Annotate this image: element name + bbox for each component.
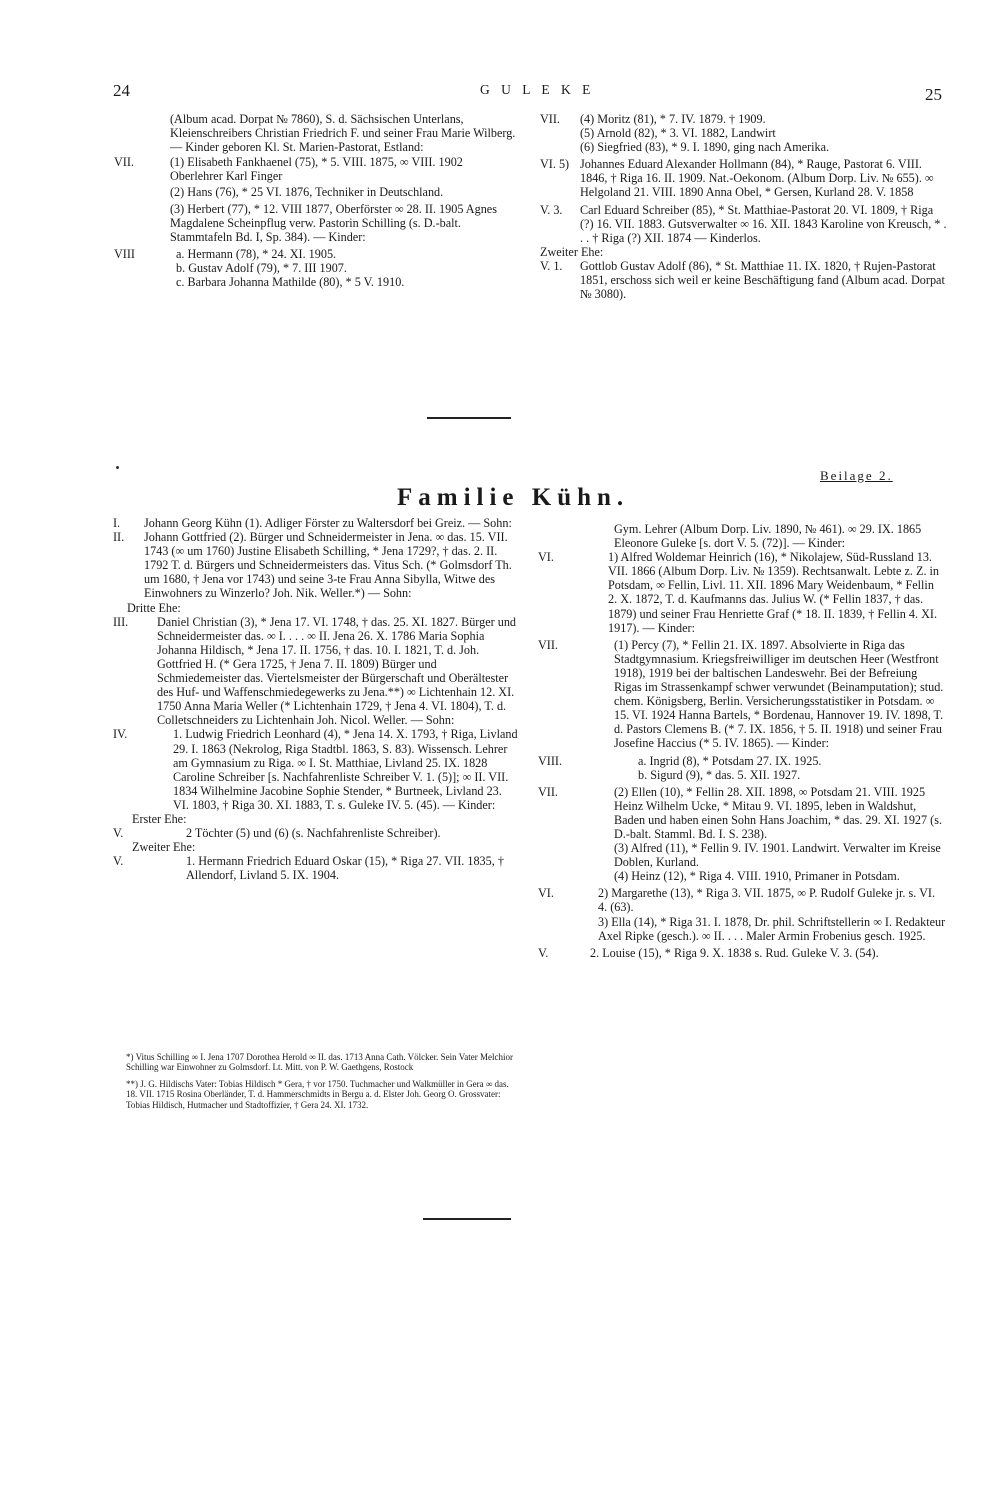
- entry-hermann-oskar: V. 1. Hermann Friedrich Eduard Oskar (15), * Riga 27. VII. 1835, † Allendorf, Livland 5. IX. 1904.: [113, 854, 504, 883]
- entry-ingrid: VIII. a. Ingrid (8), * Potsdam 27. IX. 1925.: [538, 753, 822, 768]
- entry-alfred: (3) Alfred (11), * Fellin 9. IV. 1901. Landwirt. Verwalter im Kreise Doblen, Kurland.: [614, 841, 941, 870]
- entry-sigurd: b. Sigurd (9), * das. 5. XII. 1927.: [638, 767, 801, 782]
- footnote-1: *) Vitus Schilling ∞ I. Jena 1707 Dorothea Herold ∞ II. das. 1713 Anna Cath. Völcker. Sein Vater Melchior Schilling war Einwohner zu Golmsdorf. Lt. Mitt. von P. W. Gaethgens, Rostock: [126, 1052, 513, 1073]
- label-zweiter-ehe-2: Zweiter Ehe:: [132, 840, 196, 855]
- entry-herbert: (3) Herbert (77), * 12. VIII 1877, Oberförster ∞ 28. II. 1905 Agnes Magdalene Scheinpflug verw. Pastorin Schilling (s. D.-balt. Stammtafeln Bd. I, Sp. 384). — Kinder:: [170, 201, 497, 244]
- entry-johann-gottfried: II. Johann Gottfried (2). Bürger und Schneidermeister in Jena. ∞ das. 15. VII. 1743 (∞ um 1760) Justine Elisabeth Schilling, * Jena 1729?, † das. 2. II. 1792 T. d. Bürgers und Schneidermeisters das. Vitus Sch. (* Golmsdorf Th. um 1680, † Jena vor 1743) und seine 3-te Frau Anna Sibylla, Witwe des Einwohners zu Winzerlo? Joh. Nik. Weller.*) — Sohn:: [113, 530, 512, 601]
- footnotes: [118, 1052, 516, 1110]
- page-number-right: 25: [925, 85, 942, 104]
- top-left-column: [114, 112, 518, 290]
- entry-daniel-christian: III. Daniel Christian (3), * Jena 17. VI. 1748, † das. 25. XI. 1827. Bürger und Schneidermeister das. ∞ I. . . . ∞ II. Jena 26. X. 1786 Maria Sophia Johanna Hildisch, * Jena 17. II. 1756, † das. 10. I. 1821, T. d. Joh. Gottfried H. (* Gera 1725, † Jena 7. II. 1809) Bürger und Schmiedemeister das. Viertelsmeister der Bürgerschaft und Oberältester des Huf- und Waffenschmiedegewerks zu Jena.**) ∞ Lichtenhain 12. XI. 1750 Anna Maria Weller (* Lichtenhain 1729, † Jena 4. VI. 1804), T. d. Colletschneiders zu Lichtenhain Joh. Nicol. Weller. — Sohn:: [113, 614, 517, 728]
- entry-ellen: VII. (2) Ellen (10), * Fellin 28. XII. 1898, ∞ Potsdam 21. VIII. 1925 Heinz Wilhelm Ucke, * Mitau 9. VI. 1895, leben in Waldshut, Baden und haben einen Sohn Hans Joachim, * das. 29. XI. 1927 (s. D.-balt. Stamml. Bd. I. S. 238).: [538, 784, 942, 841]
- entry-hans: (2) Hans (76), * 25 VI. 1876, Techniker in Deutschland.: [170, 185, 444, 200]
- bottom-right-column: [538, 522, 946, 960]
- beilage-label: Beilage 2.: [820, 468, 893, 483]
- entry-margarethe: VI. 2) Margarethe (13), * Riga 3. VII. 1875, ∞ P. Rudolf Guleke jr. s. VI. 4. (63).: [538, 886, 936, 915]
- entry-barbara: c. Barbara Johanna Mathilde (80), * 5 V. 1910.: [176, 275, 405, 290]
- entry-heinz: (4) Heinz (12), * Riga 4. VIII. 1910, Primaner in Potsdam.: [614, 869, 900, 884]
- running-title: G U L E K E: [480, 82, 595, 97]
- label-erster-ehe: Erster Ehe:: [132, 811, 187, 826]
- bottom-left-column: [113, 516, 518, 882]
- entry-alfred-woldemar: VI. 1) Alfred Woldemar Heinrich (16), * Nikolajew, Süd-Russland 13. VII. 1866 (Album Dorp. Liv. № 1359). Rechtsanwalt. Lebte z. Z. in Potsdam, ∞ Fellin, Livl. 11. XII. 1896 Mary Weidenbaum, * Fellin 2. X. 1872, T. d. Kaufmanns das. Julius W. (* Fellin 1837, † das. 1879) und seiner Frau Henriette Graf (* 18. II. 1839, † Fellin 4. XI. 1917). — Kinder:: [538, 550, 940, 635]
- entry-continuation-right: Gym. Lehrer (Album Dorp. Liv. 1890, № 461). ∞ 29. IX. 1865 Eleonore Guleke [s. dort V. 5. (72)]. — Kinder:: [614, 522, 922, 551]
- divider-bottom: [423, 1218, 511, 1220]
- family-title: Familie Kühn.: [397, 484, 630, 511]
- entry-gustav-adolf: b. Gustav Adolf (79), * 7. III 1907.: [176, 260, 347, 275]
- top-right-column: [540, 112, 948, 301]
- entry-toechter: V. 2 Töchter (5) und (6) (s. Nachfahrenliste Schreiber).: [113, 826, 441, 841]
- entry-percy: VII. (1) Percy (7), * Fellin 21. IX. 1897. Absolvierte in Riga das Stadtgymnasium. Kriegsfreiwilliger im deutschen Heer (Westfront 1918), 1919 bei der baltischen Landeswehr. Bei der Befreiung Rigas im Strassenkampf schwer verwundet (Beinamputation); stud. chem. Königsberg, Berlin. Versicherungsstatistiker in Potsdam. ∞ 15. VI. 1924 Hanna Bartels, * Bordenau, Hannover 19. IV. 1898, T. d. Pastors Clemens B. (* 7. IX. 1856, † 5. II. 1918) und seiner Frau Josefine Haccius (* 5. IV. 1865). — Kinder:: [538, 637, 944, 751]
- page-number-left: 24: [113, 81, 130, 100]
- entry-arnold: (5) Arnold (82), * 3. VI. 1882, Landwirt: [580, 126, 776, 141]
- entry-carl-eduard-schreiber: V. 3. Carl Eduard Schreiber (85), * St. Matthiae-Pastorat 20. VI. 1809, † Riga (?) 16. VII. 1883. Gutsverwalter ∞ 16. XII. 1843 Karoline von Kreusch, * . . . † Riga (?) XII. 1874 — Kinderlos.: [540, 202, 947, 245]
- footnote-2: **) J. G. Hildischs Vater: Tobias Hildisch * Gera, † vor 1750. Tuchmacher und Walkmüller in Gera ∞ das. 18. VII. 1715 Rosina Oberländer, T. d. Hammerschmidts in Bergu a. d. Elster Joh. Georg O. Grossvater: Tobias Hildisch, Hutmacher und Stadtoffizier, † Gera 24. XI. 1732.: [126, 1078, 509, 1110]
- entry-johann-georg: I. Johann Georg Kühn (1). Adliger Förster zu Waltersdorf bei Greiz. — Sohn:: [113, 516, 512, 530]
- divider-top: [427, 417, 511, 419]
- label-zweiter-ehe: Zweiter Ehe:: [540, 244, 604, 259]
- entry-gottlob-gustav-adolf: V. 1. Gottlob Gustav Adolf (86), * St. Matthiae 11. IX. 1820, † Rujen-Pastorat 1851, erschoss sich weil er keine Beschäftigung fand (Album acad. Dorpat № 3080).: [540, 258, 945, 302]
- label-dritte-ehe: Dritte Ehe:: [127, 600, 181, 615]
- entry-siegfried: (6) Siegfried (83), * 9. I. 1890, ging nach Amerika.: [580, 140, 830, 155]
- entry-ludwig-friedrich: IV. 1. Ludwig Friedrich Leonhard (4), * Jena 14. X. 1793, † Riga, Livland 29. I. 1863 (Nekrolog, Riga Stadtbl. 1863, S. 83). Wissensch. Lehrer am Gymnasium zu Riga. ∞ I. St. Matthiae, Livland 25. IX. 1828 Caroline Schreiber [s. Nachfahrenliste Schreiber V. 1. (5)]; ∞ II. VII. 1834 Wilhelmine Jacobine Sophie Stender, * Burtneek, Livland 23. VI. 1803, † Riga 30. XI. 1883, T. s. Guleke IV. 5. (45). — Kinder:: [113, 727, 518, 812]
- entry-continuation: (Album acad. Dorpat № 7860), S. d. Sächsischen Unterlans, Kleienschreibers Christian Friedrich F. und seiner Frau Marie Wilberg. — Kinder geboren Kl. St. Marien-Pastorat, Estland:: [170, 112, 516, 155]
- entry-moritz: VII. (4) Moritz (81), * 7. IV. 1879. † 1909.: [540, 112, 766, 126]
- entry-louise: V. 2. Louise (15), * Riga 9. X. 1838 s. Rud. Guleke V. 3. (54).: [538, 945, 879, 960]
- entry-ella: 3) Ella (14), * Riga 31. I. 1878, Dr. phil. Schriftstellerin ∞ I. Redakteur Axel Ripke (gesch.). ∞ II. . . . Maler Armin Frobenius gesch. 1925.: [598, 914, 946, 943]
- stray-mark: [116, 466, 119, 469]
- entry-johannes-hollmann: VI. 5) Johannes Eduard Alexander Hollmann (84), * Rauge, Pastorat 6. VIII. 1846, † Riga 16. II. 1909. Nat.-Oekonom. (Album Dorp. Liv. № 655). ∞ Helgoland 21. VIII. 1890 Anna Obel, * Gersen, Kurland 28. V. 1858: [540, 157, 934, 200]
- entry-elisabeth: VII. (1) Elisabeth Fankhaenel (75), * 5. VIII. 1875, ∞ VIII. 1902 Oberlehrer Karl Finger: [114, 155, 463, 184]
- entry-hermann: VIII a. Hermann (78), * 24. XI. 1905.: [114, 246, 337, 261]
